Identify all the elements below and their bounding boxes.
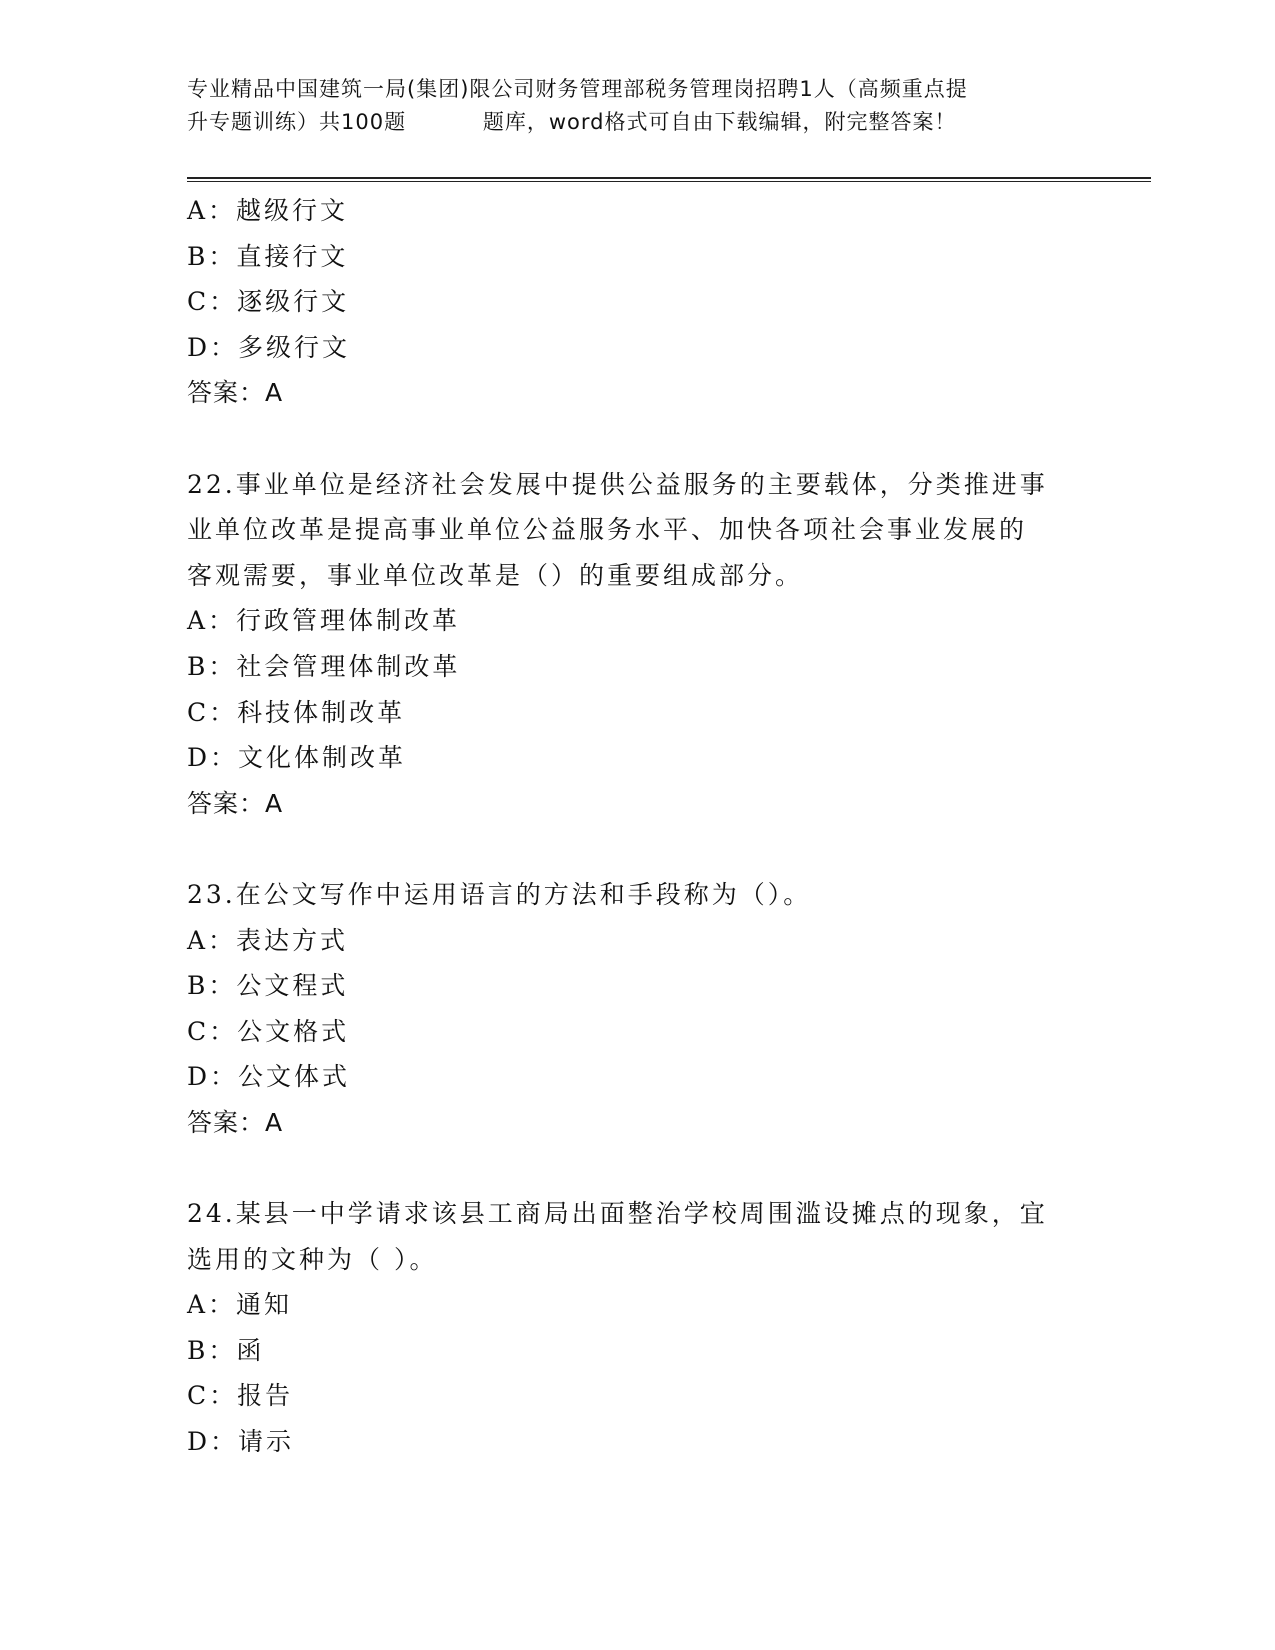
question-22-stem-line-1: 22.事业单位是经济社会发展中提供公益服务的主要载体，分类推进事	[187, 469, 1048, 499]
question-23-answer: 答案：A	[187, 1107, 284, 1137]
question-21-option-a: A：越级行文	[187, 196, 349, 225]
question-21-option-b: B：直接行文	[187, 241, 349, 271]
header-title-line-1: 专业精品中国建筑一局(集团)限公司财务管理部税务管理岗招聘1人（高频重点提	[187, 77, 968, 101]
page-header	[187, 73, 1087, 139]
question-22-block	[187, 462, 1067, 827]
question-23-option-c: C：公文格式	[187, 1016, 350, 1046]
question-22-stem-line-2: 业单位改革是提高事业单位公益服务水平、加快各项社会事业发展的	[187, 515, 1028, 545]
question-24-option-b: B：函	[187, 1335, 265, 1365]
question-23-stem-line-1: 23.在公文写作中运用语言的方法和手段称为（）。	[187, 879, 812, 909]
question-21-option-c: C：逐级行文	[187, 287, 350, 317]
header-divider-thick	[187, 177, 1151, 179]
question-21-answer: 答案：A	[187, 378, 284, 408]
question-23-block	[187, 872, 1067, 1146]
question-24-option-a: A：通知	[187, 1290, 293, 1320]
question-24-stem-line-2: 选用的文种为（ ）。	[187, 1244, 438, 1274]
spacer	[187, 416, 1067, 462]
question-23-option-d: D：公文体式	[187, 1062, 351, 1092]
question-23-option-a: A：表达方式	[187, 925, 349, 955]
question-24-block	[187, 1191, 1067, 1465]
question-21-block	[187, 188, 1067, 416]
question-22-option-b: B：社会管理体制改革	[187, 651, 461, 681]
question-21-option-d: D：多级行文	[187, 332, 351, 362]
question-24-option-d: D：请示	[187, 1427, 295, 1457]
question-22-answer: 答案：A	[187, 788, 284, 818]
question-23-option-b: B：公文程式	[187, 971, 349, 1001]
question-24-stem-line-1: 24.某县一中学请求该县工商局出面整治学校周围滥设摊点的现象，宜	[187, 1199, 1048, 1229]
question-22-option-c: C：科技体制改革	[187, 697, 406, 727]
question-22-option-a: A：行政管理体制改革	[187, 606, 461, 636]
header-title-line-2: 升专题训练）共100题 题库，word格式可自由下载编辑，附完整答案！	[187, 110, 957, 134]
question-22-option-d: D：文化体制改革	[187, 743, 407, 773]
spacer	[187, 826, 1067, 872]
question-22-stem-line-3: 客观需要，事业单位改革是（）的重要组成部分。	[187, 560, 804, 590]
question-content	[187, 188, 1067, 1465]
header-divider-thin	[187, 181, 1151, 182]
question-24-option-c: C：报告	[187, 1381, 294, 1411]
spacer	[187, 1145, 1067, 1191]
